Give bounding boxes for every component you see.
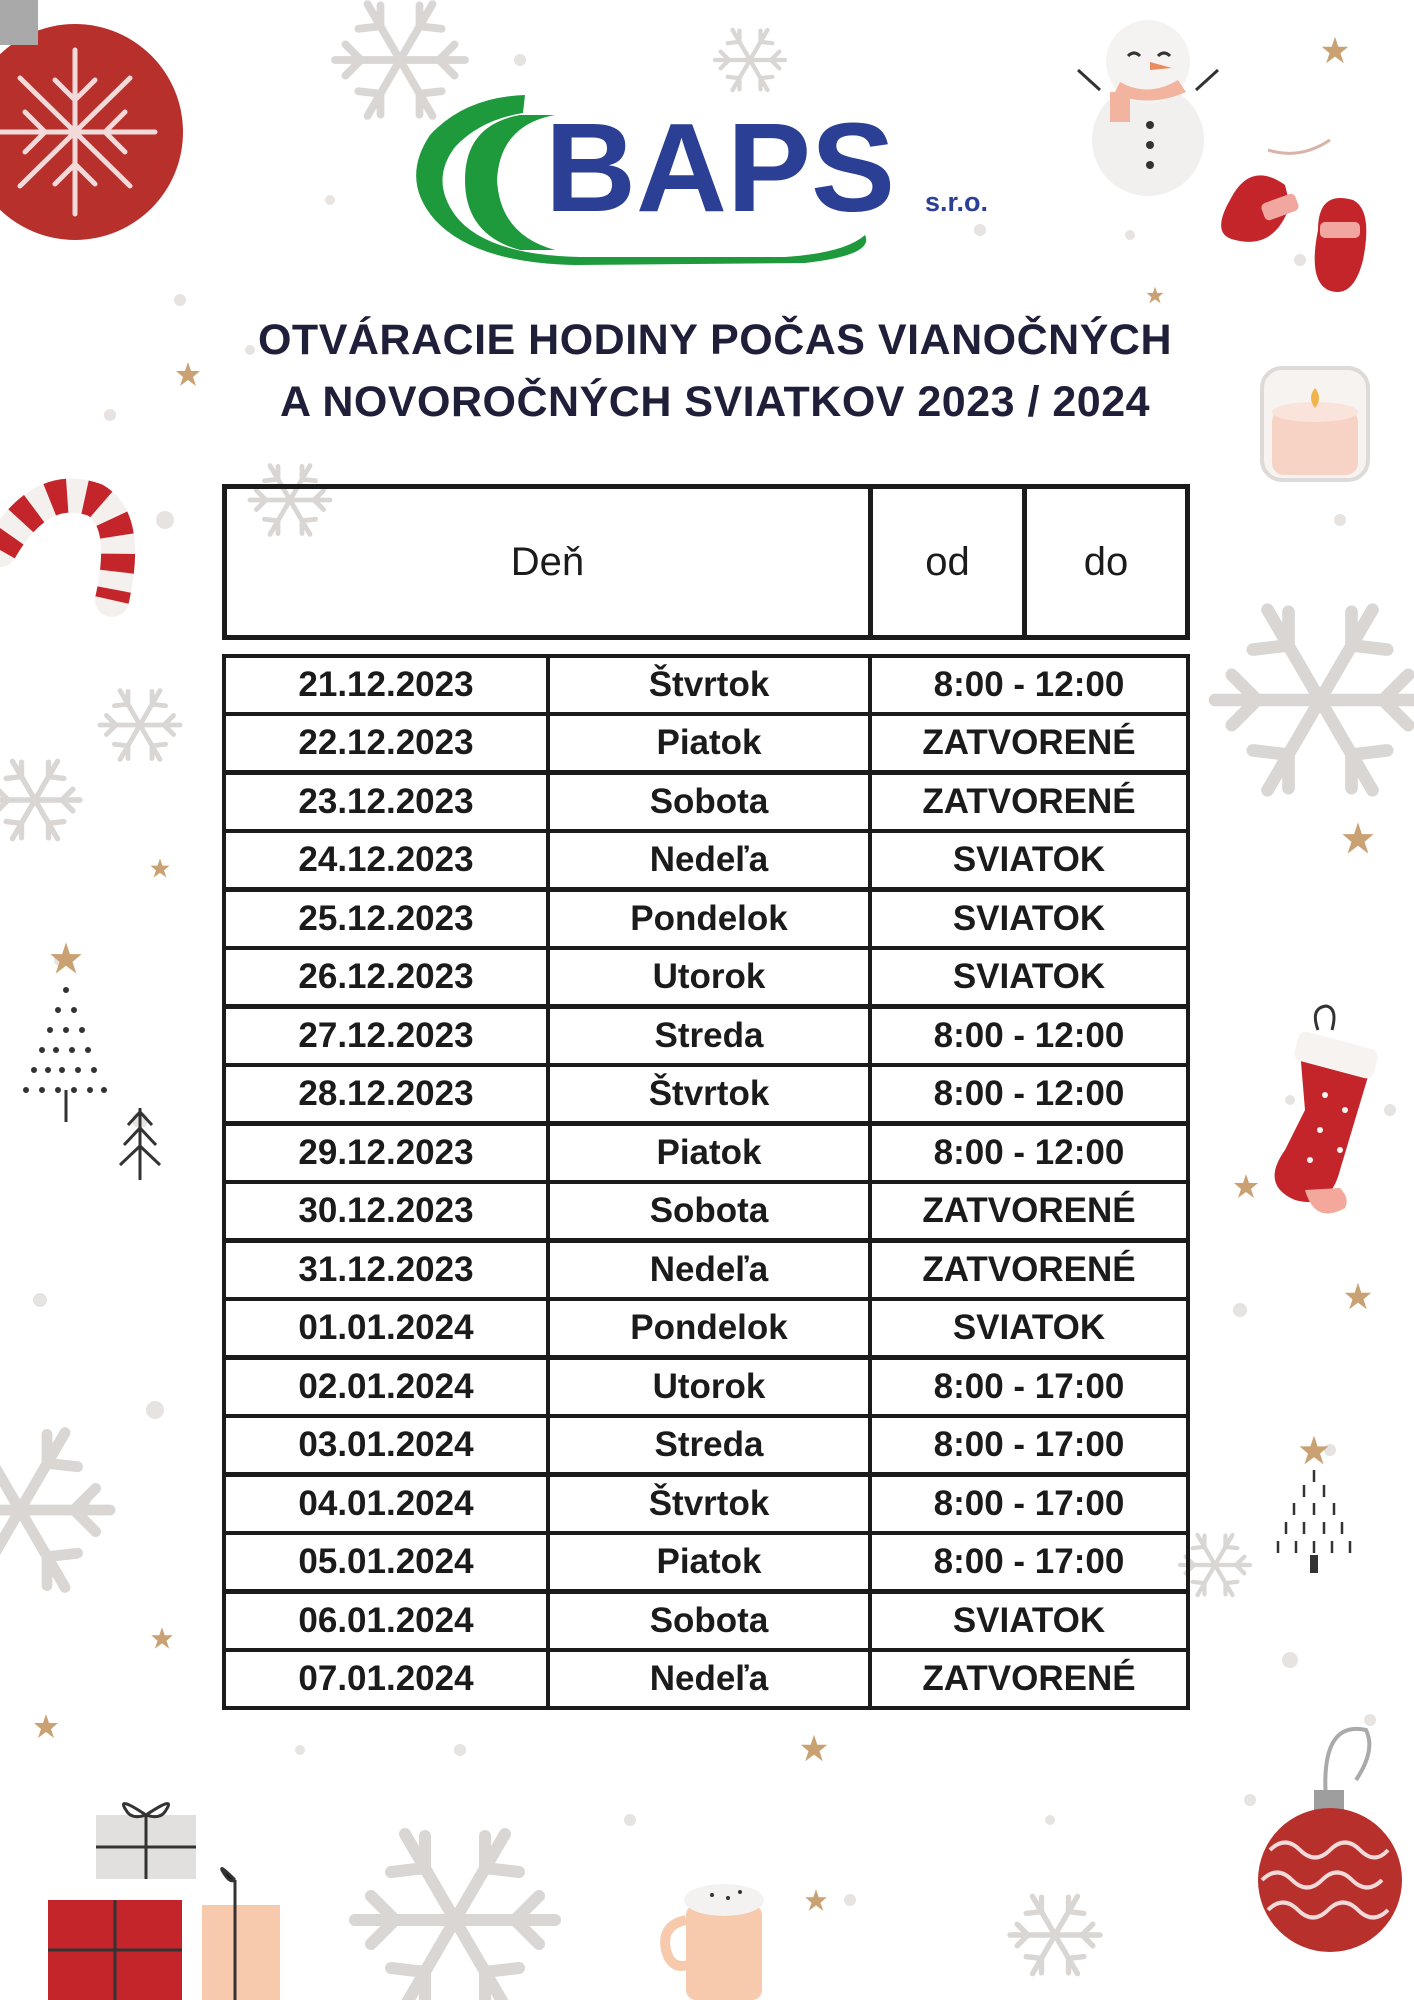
star-icon bbox=[151, 1627, 173, 1649]
snowflake-icon bbox=[1215, 610, 1414, 791]
snowflake-icon bbox=[355, 1834, 555, 2000]
row-date: 25.12.2023 bbox=[224, 890, 548, 949]
row-date: 05.01.2024 bbox=[224, 1533, 548, 1592]
table-row bbox=[224, 1475, 1188, 1534]
page-title-line2: A NOVOROČNÝCH SVIATKOV 2023 / 2024 bbox=[279, 378, 1151, 426]
row-date: 30.12.2023 bbox=[224, 1182, 548, 1241]
row-hours: 8:00 - 17:00 bbox=[870, 1358, 1188, 1417]
row-weekday: Nedeľa bbox=[548, 1650, 870, 1708]
row-date: 06.01.2024 bbox=[224, 1592, 548, 1651]
table-row bbox=[224, 1358, 1188, 1417]
row-date: 27.12.2023 bbox=[224, 1007, 548, 1066]
header-to: do bbox=[1083, 539, 1129, 584]
row-hours: SVIATOK bbox=[870, 890, 1188, 949]
table-row bbox=[224, 1533, 1188, 1592]
row-hours: 8:00 - 12:00 bbox=[870, 656, 1188, 714]
page-title-line1: OTVÁRACIE HODINY POČAS VIANOČNÝCH bbox=[257, 316, 1173, 364]
star-icon bbox=[1234, 1174, 1258, 1198]
row-hours: 8:00 - 12:00 bbox=[870, 1124, 1188, 1183]
table-row bbox=[224, 1124, 1188, 1183]
row-weekday: Nedeľa bbox=[548, 1241, 870, 1300]
star-icon bbox=[1342, 822, 1373, 853]
baps-logo-mark bbox=[405, 85, 1025, 270]
table-row bbox=[224, 1065, 1188, 1124]
row-date: 04.01.2024 bbox=[224, 1475, 548, 1534]
row-weekday: Štvrtok bbox=[548, 1475, 870, 1534]
cocoa-mug-icon bbox=[665, 1884, 764, 2000]
table-row bbox=[224, 1416, 1188, 1475]
row-hours: 8:00 - 17:00 bbox=[870, 1416, 1188, 1475]
gift-icon bbox=[48, 1804, 280, 2000]
row-weekday: Nedeľa bbox=[548, 831, 870, 890]
star-icon bbox=[1147, 287, 1164, 304]
row-weekday: Streda bbox=[548, 1416, 870, 1475]
snowflake-icon bbox=[1010, 1896, 1100, 1973]
star-icon bbox=[150, 858, 169, 877]
table-row bbox=[224, 714, 1188, 773]
row-hours: ZATVORENÉ bbox=[870, 1182, 1188, 1241]
row-weekday: Štvrtok bbox=[548, 656, 870, 714]
row-date: 22.12.2023 bbox=[224, 714, 548, 773]
row-hours: SVIATOK bbox=[870, 831, 1188, 890]
schedule-table bbox=[222, 654, 1190, 1710]
row-weekday: Piatok bbox=[548, 1533, 870, 1592]
row-date: 26.12.2023 bbox=[224, 948, 548, 1007]
row-date: 31.12.2023 bbox=[224, 1241, 548, 1300]
row-weekday: Utorok bbox=[548, 948, 870, 1007]
tree-icon bbox=[1278, 1436, 1350, 1573]
table-row bbox=[224, 773, 1188, 832]
row-hours: ZATVORENÉ bbox=[870, 1241, 1188, 1300]
row-weekday: Piatok bbox=[548, 1124, 870, 1183]
row-weekday: Utorok bbox=[548, 1358, 870, 1417]
row-hours: SVIATOK bbox=[870, 1299, 1188, 1358]
row-weekday: Pondelok bbox=[548, 890, 870, 949]
baps-logo bbox=[405, 85, 1025, 270]
table-row bbox=[224, 1241, 1188, 1300]
row-hours: ZATVORENÉ bbox=[870, 773, 1188, 832]
logo-suffix: s.r.o. bbox=[925, 187, 989, 217]
snowflake-icon bbox=[100, 691, 180, 760]
row-hours: 8:00 - 12:00 bbox=[870, 1007, 1188, 1066]
table-row bbox=[224, 656, 1188, 714]
star-icon bbox=[1322, 37, 1348, 63]
star-icon bbox=[1345, 1283, 1371, 1309]
header-from: od bbox=[873, 489, 1027, 635]
table-row bbox=[224, 1650, 1188, 1708]
row-hours: 8:00 - 17:00 bbox=[870, 1475, 1188, 1534]
table-row bbox=[224, 1007, 1188, 1066]
row-hours: ZATVORENÉ bbox=[870, 714, 1188, 773]
star-icon bbox=[805, 1889, 827, 1911]
mittens-icon bbox=[1221, 140, 1366, 292]
row-weekday: Pondelok bbox=[548, 1299, 870, 1358]
row-weekday: Štvrtok bbox=[548, 1065, 870, 1124]
ornament-icon bbox=[1258, 1729, 1402, 1952]
row-weekday: Sobota bbox=[548, 773, 870, 832]
row-weekday: Sobota bbox=[548, 1592, 870, 1651]
table-row bbox=[224, 890, 1188, 949]
row-hours: ZATVORENÉ bbox=[870, 1650, 1188, 1708]
tree-icon bbox=[23, 942, 160, 1180]
row-date: 07.01.2024 bbox=[224, 1650, 548, 1708]
snowflake-icon bbox=[0, 1433, 110, 1588]
table-row bbox=[224, 948, 1188, 1007]
row-date: 01.01.2024 bbox=[224, 1299, 548, 1358]
star-icon bbox=[34, 1714, 58, 1738]
header-day: Deň bbox=[227, 489, 873, 635]
star-icon bbox=[801, 1735, 827, 1761]
row-date: 03.01.2024 bbox=[224, 1416, 548, 1475]
row-date: 02.01.2024 bbox=[224, 1358, 548, 1417]
row-date: 21.12.2023 bbox=[224, 656, 548, 714]
row-hours: 8:00 - 17:00 bbox=[870, 1533, 1188, 1592]
row-hours: SVIATOK bbox=[870, 948, 1188, 1007]
row-hours: SVIATOK bbox=[870, 1592, 1188, 1651]
row-date: 28.12.2023 bbox=[224, 1065, 548, 1124]
table-row bbox=[224, 831, 1188, 890]
table-row bbox=[224, 1182, 1188, 1241]
row-date: 23.12.2023 bbox=[224, 773, 548, 832]
snowflake-icon bbox=[715, 30, 785, 90]
snowflake-icon bbox=[1180, 1535, 1250, 1595]
table-row bbox=[224, 1299, 1188, 1358]
row-hours: 8:00 - 12:00 bbox=[870, 1065, 1188, 1124]
row-weekday: Piatok bbox=[548, 714, 870, 773]
row-weekday: Streda bbox=[548, 1007, 870, 1066]
table-header bbox=[222, 484, 1190, 640]
ornament-icon bbox=[0, 0, 183, 240]
table-row bbox=[224, 1592, 1188, 1651]
snowflake-icon bbox=[0, 761, 80, 838]
stocking-icon bbox=[1275, 1006, 1380, 1214]
row-date: 29.12.2023 bbox=[224, 1124, 548, 1183]
row-date: 24.12.2023 bbox=[224, 831, 548, 890]
logo-name: BAPS bbox=[545, 97, 896, 238]
candy-cane-icon bbox=[0, 496, 118, 600]
row-weekday: Sobota bbox=[548, 1182, 870, 1241]
snowman-icon bbox=[1078, 20, 1218, 196]
